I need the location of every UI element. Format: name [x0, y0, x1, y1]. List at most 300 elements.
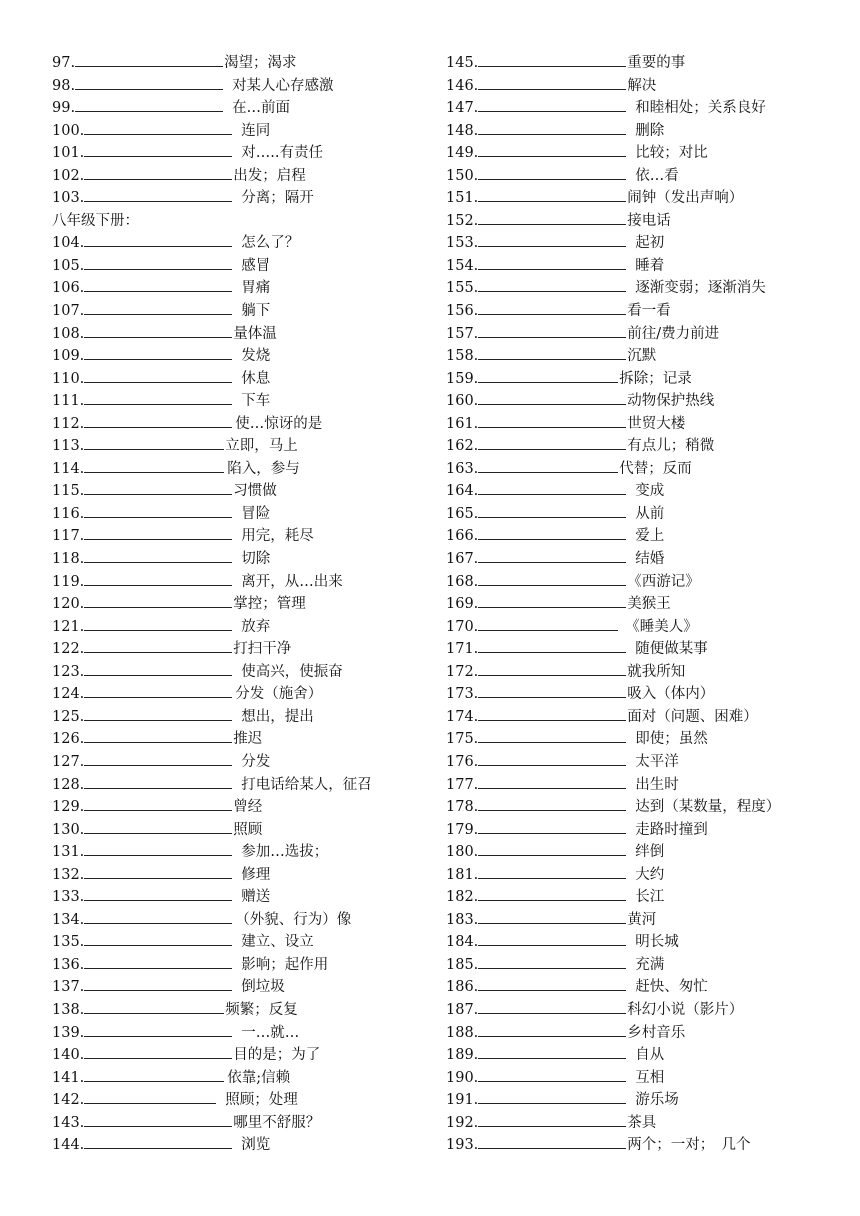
item-number: 134. — [52, 911, 85, 928]
item-number: 126. — [52, 731, 85, 748]
answer-blank[interactable] — [84, 548, 232, 563]
meaning-text: 吸入（体内） — [627, 686, 715, 703]
answer-blank[interactable] — [84, 909, 232, 924]
meaning-text: 依靠;信赖 — [227, 1069, 291, 1086]
vocab-row — [52, 187, 422, 210]
answer-blank[interactable] — [84, 525, 232, 540]
vocab-row — [52, 300, 422, 323]
answer-blank[interactable] — [478, 661, 626, 676]
meaning-text: 科幻小说（影片） — [627, 1001, 744, 1018]
item-number: 157. — [446, 325, 479, 342]
vocab-row — [446, 999, 846, 1022]
item-number: 188. — [446, 1024, 479, 1041]
meaning-text: 倒垃圾 — [241, 979, 285, 996]
answer-blank[interactable] — [478, 616, 618, 631]
meaning-text: 结婚 — [635, 551, 665, 568]
vocab-row — [52, 954, 422, 977]
item-number: 184. — [446, 934, 479, 951]
answer-blank[interactable] — [478, 774, 626, 789]
item-number: 120. — [52, 596, 85, 613]
meaning-text: 变成 — [635, 483, 665, 500]
vocab-row — [52, 548, 422, 571]
answer-blank[interactable] — [84, 706, 232, 721]
answer-blank[interactable] — [84, 1067, 224, 1082]
meaning-text: 即使；虽然 — [635, 731, 708, 748]
answer-blank[interactable] — [84, 232, 232, 247]
meaning-text: 下车 — [241, 393, 271, 410]
answer-blank[interactable] — [84, 187, 232, 202]
meaning-text: 放弃 — [241, 618, 271, 635]
answer-blank[interactable] — [84, 661, 232, 676]
answer-blank[interactable] — [478, 525, 626, 540]
item-number: 116. — [52, 505, 85, 522]
item-number: 131. — [52, 844, 85, 861]
answer-blank[interactable] — [478, 706, 626, 721]
meaning-text: 达到（某数量，程度） — [635, 799, 781, 816]
answer-blank[interactable] — [84, 480, 232, 495]
meaning-text: 《西游记》 — [627, 573, 700, 590]
answer-blank[interactable] — [84, 142, 232, 157]
answer-blank[interactable] — [478, 345, 626, 360]
answer-blank[interactable] — [478, 751, 626, 766]
vocab-row — [52, 1134, 422, 1157]
answer-blank[interactable] — [478, 52, 626, 67]
answer-blank[interactable] — [84, 819, 232, 834]
vocab-row — [52, 1044, 422, 1067]
meaning-text: （外貌、行为）像 — [235, 911, 352, 928]
answer-blank[interactable] — [478, 1022, 626, 1037]
item-number: 101. — [52, 145, 85, 162]
meaning-text: 互相 — [635, 1069, 665, 1086]
vocab-row — [446, 616, 846, 639]
item-number: 192. — [446, 1114, 479, 1131]
vocab-row — [52, 345, 422, 368]
item-number: 129. — [52, 799, 85, 816]
answer-blank[interactable] — [478, 255, 626, 270]
item-number: 141. — [52, 1069, 85, 1086]
meaning-text: 立即，马上 — [225, 438, 298, 455]
meaning-text: 胃痛 — [241, 280, 271, 297]
left-column — [52, 52, 422, 1157]
meaning-text: 代替；反而 — [619, 460, 692, 477]
meaning-text: 有点儿；稍微 — [627, 438, 715, 455]
answer-blank[interactable] — [478, 683, 626, 698]
vocab-row — [52, 368, 422, 391]
meaning-text: 和睦相处；关系良好 — [635, 100, 766, 117]
answer-blank[interactable] — [478, 864, 626, 879]
answer-blank[interactable] — [84, 976, 232, 991]
item-number: 159. — [446, 370, 479, 387]
answer-blank[interactable] — [84, 1134, 232, 1149]
answer-blank[interactable] — [478, 277, 626, 292]
meaning-text: 依…看 — [635, 167, 679, 184]
vocab-row — [446, 1112, 846, 1135]
item-number: 165. — [446, 505, 479, 522]
item-number: 100. — [52, 122, 85, 139]
item-number: 140. — [52, 1047, 85, 1064]
meaning-text: 浏览 — [241, 1137, 271, 1154]
answer-blank[interactable] — [84, 774, 232, 789]
answer-blank[interactable] — [84, 593, 232, 608]
answer-blank[interactable] — [84, 999, 224, 1014]
vocab-row — [52, 1022, 422, 1045]
vocab-row — [446, 323, 846, 346]
meaning-text: 离开，从…出来 — [241, 573, 343, 590]
item-number: 109. — [52, 348, 85, 365]
vocab-row — [52, 390, 422, 413]
meaning-text: 乡村音乐 — [627, 1024, 686, 1041]
answer-blank[interactable] — [478, 210, 626, 225]
answer-blank[interactable] — [478, 435, 626, 450]
meaning-text: 删除 — [635, 122, 665, 139]
meaning-text: 拆除；记录 — [619, 370, 692, 387]
vocab-row — [446, 886, 846, 909]
answer-blank[interactable] — [478, 480, 626, 495]
answer-blank[interactable] — [84, 390, 232, 405]
vocab-row — [52, 503, 422, 526]
item-number: 153. — [446, 235, 479, 252]
item-number: 99. — [52, 100, 76, 117]
vocab-row — [446, 1044, 846, 1067]
answer-blank[interactable] — [84, 841, 232, 856]
meaning-text: 看一看 — [627, 303, 671, 320]
item-number: 104. — [52, 235, 85, 252]
meaning-text: 对…..有责任 — [241, 145, 324, 162]
answer-blank[interactable] — [84, 255, 232, 270]
answer-blank[interactable] — [478, 503, 626, 518]
answer-blank[interactable] — [478, 1134, 626, 1149]
vocab-row — [52, 728, 422, 751]
item-number: 107. — [52, 303, 85, 320]
answer-blank[interactable] — [84, 458, 224, 473]
answer-blank[interactable] — [84, 165, 232, 180]
vocab-row — [52, 796, 422, 819]
vocab-row — [52, 413, 422, 436]
item-number: 175. — [446, 731, 479, 748]
section-heading — [52, 210, 422, 233]
vocab-row — [446, 841, 846, 864]
answer-blank[interactable] — [478, 548, 626, 563]
item-number: 132. — [52, 866, 85, 883]
item-number: 110. — [52, 370, 85, 387]
meaning-text: 出发；启程 — [233, 167, 306, 184]
meaning-text: 解决 — [627, 77, 657, 94]
meaning-text: 两个；一对； 几个 — [627, 1137, 751, 1154]
vocab-row — [52, 661, 422, 684]
vocab-row — [446, 165, 846, 188]
vocab-row — [52, 232, 422, 255]
vocab-row — [446, 864, 846, 887]
item-number: 127. — [52, 753, 85, 770]
vocab-row — [52, 75, 422, 98]
vocab-row — [446, 458, 846, 481]
answer-blank[interactable] — [478, 165, 626, 180]
answer-blank[interactable] — [84, 120, 232, 135]
vocab-row — [446, 300, 846, 323]
item-number: 138. — [52, 1001, 85, 1018]
meaning-text: 分发（施舍） — [235, 686, 323, 703]
answer-blank[interactable] — [478, 638, 626, 653]
item-number: 136. — [52, 956, 85, 973]
vocab-row — [52, 165, 422, 188]
meaning-text: 《睡美人》 — [625, 618, 698, 635]
answer-blank[interactable] — [478, 593, 626, 608]
vocab-row — [446, 931, 846, 954]
answer-blank[interactable] — [478, 1112, 626, 1127]
answer-blank[interactable] — [478, 120, 626, 135]
answer-blank[interactable] — [478, 232, 626, 247]
vocab-row — [446, 435, 846, 458]
meaning-text: 自从 — [635, 1047, 665, 1064]
vocab-row — [446, 232, 846, 255]
item-number: 187. — [446, 1001, 479, 1018]
answer-blank[interactable] — [478, 819, 626, 834]
answer-blank[interactable] — [478, 323, 626, 338]
meaning-text: 太平洋 — [635, 753, 679, 770]
meaning-text: 赠送 — [241, 889, 271, 906]
item-number: 162. — [446, 438, 479, 455]
answer-blank[interactable] — [84, 435, 224, 450]
answer-blank[interactable] — [84, 616, 232, 631]
item-number: 171. — [446, 641, 479, 658]
item-number: 179. — [446, 821, 479, 838]
answer-blank[interactable] — [478, 458, 618, 473]
meaning-text: 感冒 — [241, 257, 271, 274]
answer-blank[interactable] — [478, 886, 626, 901]
meaning-text: 发烧 — [241, 348, 271, 365]
meaning-text: 照顾；处理 — [225, 1092, 298, 1109]
answer-blank[interactable] — [84, 751, 232, 766]
meaning-text: 沉默 — [627, 348, 657, 365]
meaning-text: 充满 — [635, 956, 665, 973]
item-number: 142. — [52, 1092, 85, 1109]
vocab-row — [446, 75, 846, 98]
meaning-text: 比较；对比 — [635, 145, 708, 162]
item-number: 155. — [446, 280, 479, 297]
item-number: 190. — [446, 1069, 479, 1086]
meaning-text: 打扫干净 — [233, 641, 292, 658]
answer-blank[interactable] — [478, 300, 626, 315]
meaning-text: 照顾 — [233, 821, 263, 838]
answer-blank[interactable] — [478, 931, 626, 946]
vocab-row — [446, 525, 846, 548]
item-number: 130. — [52, 821, 85, 838]
meaning-text: 逐渐变弱；逐渐消失 — [635, 280, 766, 297]
vocab-row — [52, 886, 422, 909]
answer-blank[interactable] — [84, 503, 232, 518]
answer-blank[interactable] — [84, 368, 232, 383]
item-number: 185. — [446, 956, 479, 973]
item-number: 150. — [446, 167, 479, 184]
answer-blank[interactable] — [84, 796, 232, 811]
meaning-text: 游乐场 — [635, 1092, 679, 1109]
item-number: 174. — [446, 708, 479, 725]
answer-blank[interactable] — [478, 999, 626, 1014]
answer-blank[interactable] — [478, 796, 626, 811]
meaning-text: 接电话 — [627, 212, 671, 229]
meaning-text: 随便做某事 — [635, 641, 708, 658]
meaning-text: 推迟 — [233, 731, 263, 748]
item-number: 161. — [446, 415, 479, 432]
meaning-text: 茶具 — [627, 1114, 657, 1131]
answer-blank[interactable] — [478, 571, 626, 586]
item-number: 133. — [52, 889, 85, 906]
meaning-text: 赶快、匆忙 — [635, 979, 708, 996]
meaning-text: 躺下 — [241, 303, 271, 320]
item-number: 158. — [446, 348, 479, 365]
answer-blank[interactable] — [478, 75, 626, 90]
vocab-row — [52, 999, 422, 1022]
vocab-row — [446, 120, 846, 143]
item-number: 172. — [446, 663, 479, 680]
meaning-text: 建立、设立 — [241, 934, 314, 951]
vocab-row — [446, 706, 846, 729]
vocab-row — [52, 255, 422, 278]
item-number: 139. — [52, 1024, 85, 1041]
item-number: 170. — [446, 618, 479, 635]
item-number: 152. — [446, 212, 479, 229]
answer-blank[interactable] — [478, 1044, 626, 1059]
vocab-row — [446, 728, 846, 751]
item-number: 128. — [52, 776, 85, 793]
item-number: 163. — [446, 460, 479, 477]
vocab-row — [446, 255, 846, 278]
answer-blank[interactable] — [84, 683, 232, 698]
meaning-text: 怎么了？ — [241, 235, 300, 252]
vocab-row — [446, 1022, 846, 1045]
vocab-row — [446, 548, 846, 571]
item-number: 114. — [52, 460, 85, 477]
vocab-row — [446, 751, 846, 774]
vocab-row — [446, 187, 846, 210]
item-number: 148. — [446, 122, 479, 139]
answer-blank[interactable] — [75, 52, 223, 67]
answer-blank[interactable] — [84, 323, 232, 338]
answer-blank[interactable] — [478, 97, 626, 112]
answer-blank[interactable] — [84, 571, 232, 586]
item-number: 167. — [446, 551, 479, 568]
item-number: 189. — [446, 1047, 479, 1064]
vocab-row — [52, 323, 422, 346]
vocab-row — [52, 706, 422, 729]
answer-blank[interactable] — [84, 413, 232, 428]
meaning-text: 使…惊讶的是 — [235, 415, 323, 432]
answer-blank[interactable] — [84, 345, 232, 360]
item-number: 156. — [446, 303, 479, 320]
vocab-row — [52, 931, 422, 954]
meaning-text: 掌控；管理 — [233, 596, 306, 613]
meaning-text: 分离；隔开 — [241, 190, 314, 207]
item-number: 181. — [446, 866, 479, 883]
meaning-text: 量体温 — [233, 325, 277, 342]
answer-blank[interactable] — [84, 300, 232, 315]
vocab-row — [52, 638, 422, 661]
meaning-text: 世贸大楼 — [627, 415, 686, 432]
answer-blank[interactable] — [478, 390, 626, 405]
vocab-row — [52, 976, 422, 999]
right-column — [446, 52, 846, 1157]
meaning-text: 使高兴，使振奋 — [241, 663, 343, 680]
item-number: 119. — [52, 573, 85, 590]
answer-blank[interactable] — [478, 976, 626, 991]
answer-blank[interactable] — [84, 1044, 232, 1059]
item-number: 106. — [52, 280, 85, 297]
answer-blank[interactable] — [84, 638, 232, 653]
answer-blank[interactable] — [84, 728, 232, 743]
vocab-row — [52, 774, 422, 797]
vocab-row — [446, 413, 846, 436]
answer-blank[interactable] — [478, 413, 626, 428]
item-number: 144. — [52, 1137, 85, 1154]
answer-blank[interactable] — [478, 1067, 626, 1082]
meaning-text: 重要的事 — [627, 55, 686, 71]
item-number: 147. — [446, 100, 479, 117]
item-number: 121. — [52, 618, 85, 635]
item-number: 145. — [446, 55, 479, 71]
vocab-row — [446, 909, 846, 932]
vocab-row — [446, 480, 846, 503]
answer-blank[interactable] — [75, 97, 223, 112]
meaning-text: 睡着 — [635, 257, 665, 274]
answer-blank[interactable] — [84, 954, 232, 969]
answer-blank[interactable] — [478, 187, 626, 202]
meaning-text: 面对（问题、困难） — [627, 708, 758, 725]
answer-blank[interactable] — [84, 864, 232, 879]
vocab-row — [52, 142, 422, 165]
answer-blank[interactable] — [84, 277, 232, 292]
vocab-row — [52, 458, 422, 481]
answer-blank[interactable] — [84, 1089, 216, 1104]
vocab-row — [446, 819, 846, 842]
answer-blank[interactable] — [84, 886, 232, 901]
answer-blank[interactable] — [478, 841, 626, 856]
meaning-text: 爱上 — [635, 528, 665, 545]
meaning-text: 大约 — [635, 866, 665, 883]
answer-blank[interactable] — [84, 931, 232, 946]
item-number: 154. — [446, 257, 479, 274]
answer-blank[interactable] — [478, 368, 618, 383]
meaning-text: 打电话给某人，征召 — [241, 776, 372, 793]
item-number: 98. — [52, 77, 76, 94]
meaning-text: 明长城 — [635, 934, 679, 951]
item-number: 118. — [52, 551, 85, 568]
meaning-text: 前往/费力前进 — [627, 325, 720, 342]
answer-blank[interactable] — [478, 909, 626, 924]
vocab-row — [446, 390, 846, 413]
answer-blank[interactable] — [75, 75, 223, 90]
answer-blank[interactable] — [478, 142, 626, 157]
meaning-text: 从前 — [635, 505, 665, 522]
answer-blank[interactable] — [478, 954, 626, 969]
answer-blank[interactable] — [84, 1022, 232, 1037]
answer-blank[interactable] — [84, 1112, 232, 1127]
item-number: 124. — [52, 686, 85, 703]
vocab-row — [446, 503, 846, 526]
vocab-row — [446, 683, 846, 706]
item-number: 169. — [446, 596, 479, 613]
meaning-text: 渴望；渴求 — [224, 55, 297, 71]
vocab-row — [52, 683, 422, 706]
meaning-text: 长江 — [635, 889, 665, 906]
meaning-text: 走路时撞到 — [635, 821, 708, 838]
answer-blank[interactable] — [478, 728, 626, 743]
meaning-text: 黄河 — [627, 911, 657, 928]
meaning-text: 动物保护热线 — [627, 393, 715, 410]
vocab-row — [446, 1089, 846, 1112]
vocab-row — [52, 751, 422, 774]
answer-blank[interactable] — [478, 1089, 626, 1104]
vocab-row — [446, 774, 846, 797]
